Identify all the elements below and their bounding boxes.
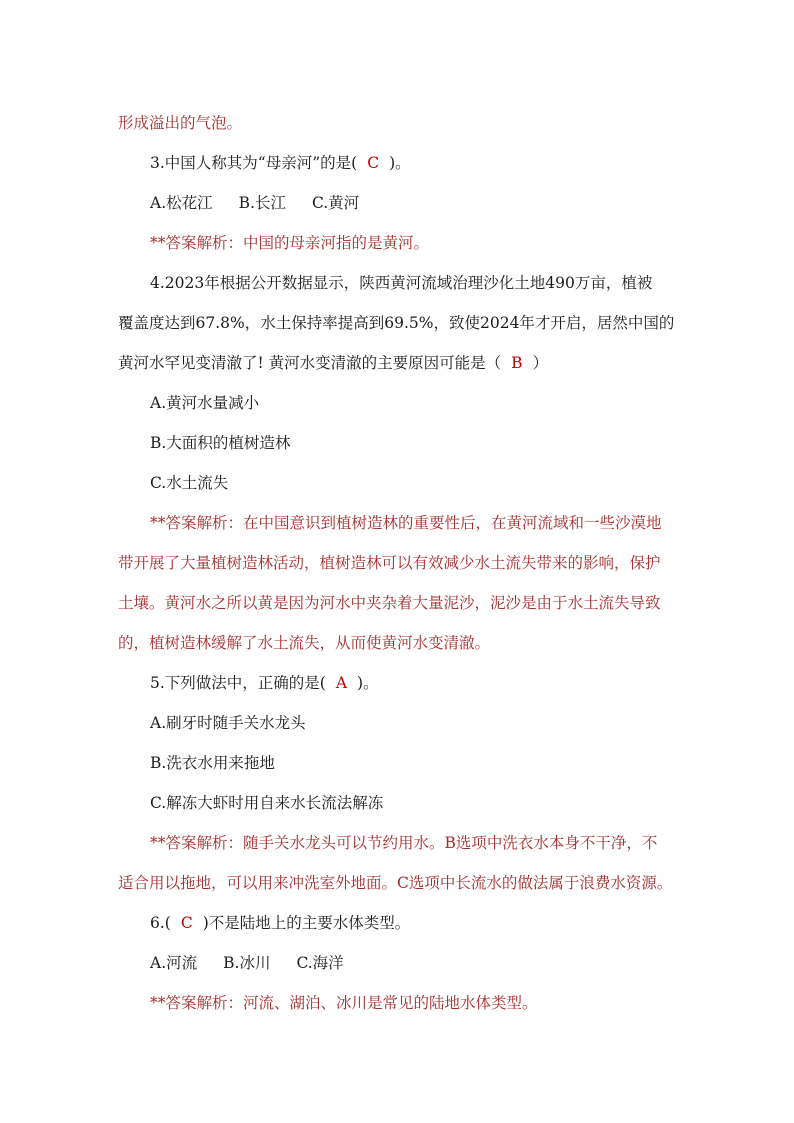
question-5-option-a: A.刷牙时随手关水龙头 — [150, 714, 306, 732]
question-3-options — [150, 192, 710, 214]
question-3-option-b: B.长江 — [238, 194, 286, 212]
question-4-stem-end: ） — [532, 354, 549, 372]
question-5-stem-start: 5.下列做法中，正确的是( — [150, 674, 326, 692]
question-5-explanation-line-2: 适合用以拖地，可以用来冲洗室外地面。C选项中长流水的做法属于浪费水资源。 — [118, 874, 673, 892]
question-3-stem-start: 3.中国人称其为“母亲河”的是( — [150, 154, 358, 172]
question-6-option-a: A.河流 — [150, 954, 198, 972]
question-4-stem-line-2: 覆盖度达到67.8%，水土保持率提高到69.5%，致使2024年才开启，居然中国的 — [118, 314, 675, 332]
question-5-option-c: C.解冻大虾时用自来水长流法解冻 — [150, 794, 384, 812]
previous-explanation-tail: 形成溢出的气泡。 — [118, 114, 243, 132]
question-5-option-b: B.洗衣水用来拖地 — [150, 754, 275, 772]
question-4-explanation-line-3: 土壤。黄河水之所以黄是因为河水中夹杂着大量泥沙，泥沙是由于水土流失导致 — [118, 594, 661, 612]
question-6-option-c: C.海洋 — [296, 954, 344, 972]
question-4-option-c: C.水土流失 — [150, 474, 229, 492]
question-6-answer: C — [180, 914, 193, 932]
question-3-stem — [150, 152, 710, 174]
question-4-explanation-line-2: 带开展了大量植树造林活动，植树造林可以有效减少水土流失带来的影响，保护 — [118, 554, 661, 572]
question-4-explanation-line-1: **答案解析：在中国意识到植树造林的重要性后，在黄河流域和一些沙漠地 — [150, 514, 662, 532]
question-3-explanation: **答案解析：中国的母亲河指的是黄河。 — [150, 234, 430, 252]
question-5-explanation-line-1: **答案解析：随手关水龙头可以节约用水。B选项中洗衣水本身不干净，不 — [150, 834, 658, 852]
question-3-answer: C — [367, 154, 380, 172]
question-4-stem-line-1: 4.2023年根据公开数据显示，陕西黄河流域治理沙化土地490万亩，植被 — [150, 274, 653, 292]
question-5-stem — [150, 672, 710, 694]
question-4-option-a: A.黄河水量减小 — [150, 394, 260, 412]
question-6-stem-start: 6.( — [150, 914, 171, 932]
question-3-option-c: C.黄河 — [311, 194, 360, 212]
question-6-stem — [150, 912, 710, 934]
question-3-stem-end: )。 — [389, 154, 411, 172]
question-4-option-b: B.大面积的植树造林 — [150, 434, 291, 452]
question-4-explanation-line-4: 的，植树造林缓解了水土流失，从而使黄河水变清澈。 — [118, 634, 491, 652]
question-4-stem-line-3 — [118, 352, 678, 374]
question-5-answer: A — [335, 674, 348, 692]
question-4-stem-start: 黄河水罕见变清澈了! 黄河水变清澈的主要原因可能是（ — [118, 354, 502, 372]
question-4-answer: B — [511, 354, 523, 372]
question-6-option-b: B.冰川 — [223, 954, 271, 972]
question-6-stem-end: )不是陆地上的主要水体类型。 — [202, 914, 411, 932]
question-6-options — [150, 952, 710, 974]
question-6-explanation: **答案解析：河流、湖泊、冰川是常见的陆地水体类型。 — [150, 994, 538, 1012]
question-3-option-a: A.松花江 — [150, 194, 213, 212]
question-5-stem-end: )。 — [357, 674, 379, 692]
